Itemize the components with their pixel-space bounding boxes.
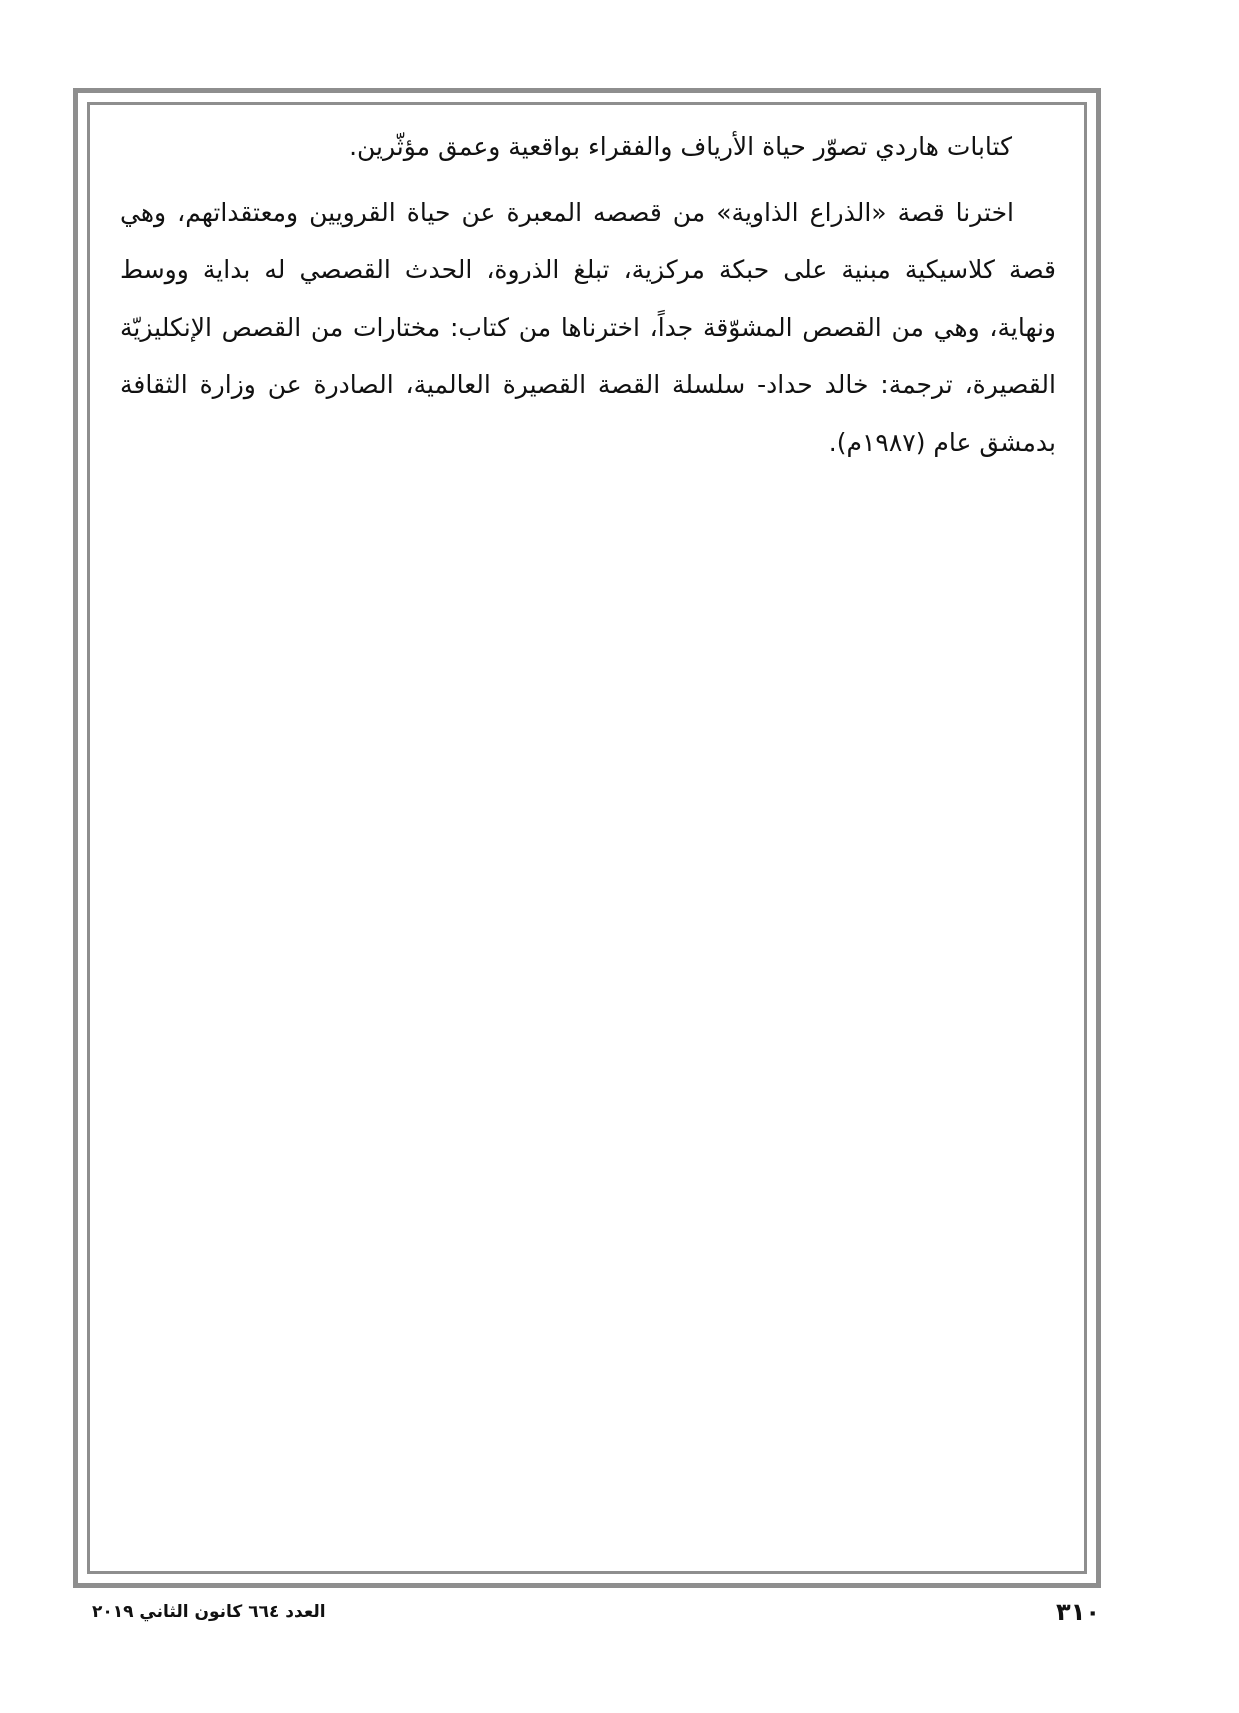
article-paragraph: كتابات هاردي تصوّر حياة الأرياف والفقراء بواقعية وعمق مؤثّرين. bbox=[349, 132, 1012, 161]
page-number: ٣١٠ bbox=[1056, 1598, 1100, 1626]
issue-label: العدد ٦٦٤ كانون الثاني ٢٠١٩ bbox=[92, 1602, 326, 1622]
article-body bbox=[120, 118, 1056, 471]
page-footer bbox=[80, 1598, 1100, 1638]
article-paragraph: اخترنا قصة «الذراع الذاوية» من قصصه المعبرة عن حياة القرويين ومعتقداتهم، وهي قصة كلاسيكية مبنية على حبكة مركزية، تبلغ الذروة، الحدث القصصي له بداية ووسط ونهاية، وهي من القصص المشوّقة جداً، اخترناها من كتاب: مختارات من القصص الإنكليزيّة القصيرة، ترجمة: خالد حداد- سلسلة القصة القصيرة العالمية، الصادرة عن وزارة الثقافة بدمشق عام (١٩٨٧م). bbox=[120, 197, 1056, 457]
